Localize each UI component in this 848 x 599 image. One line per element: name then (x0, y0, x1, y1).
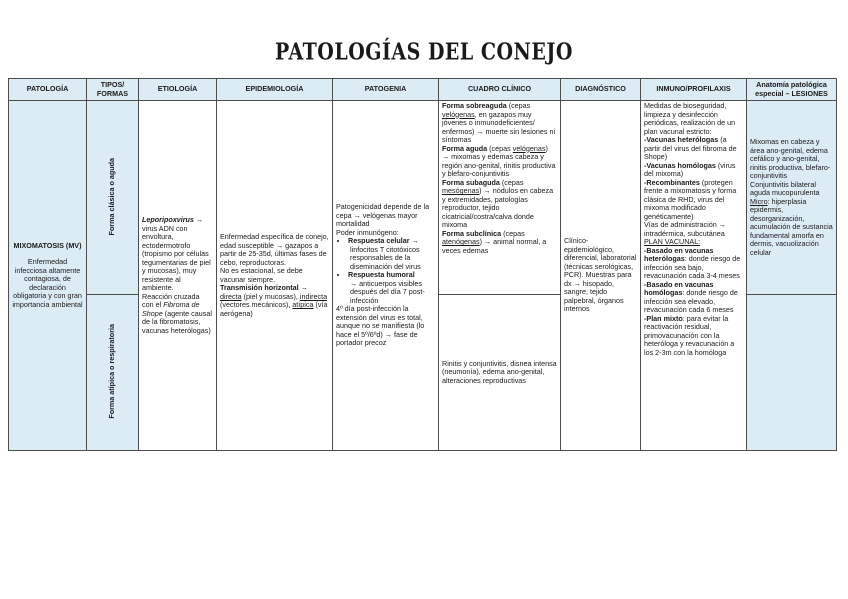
lesiones-atypical-cell (747, 295, 837, 451)
form-atypical-label: Forma atípica o respiratoria (107, 323, 117, 419)
patogenia-text-2: Poder inmunógeno: (336, 227, 399, 237)
header-tipos: TIPOS/ FORMAS (87, 79, 139, 101)
epidemiologia-cell: Enfermedad específica de conejo, edad susceptible → gazapos a partir de 25-35d, últimas fases de cebo, reproductoras. No es estacional, se debe vacunar siempre. Transmisión horizontal → directa (piel y mucosas), indirecta (vectores mecánicos), atípica (vía aerógena) (217, 101, 333, 451)
page-title: PATOLOGÍAS DEL CONEJO (275, 38, 573, 66)
header-epidemiologia: EPIDEMIOLOGÍA (217, 79, 333, 101)
form-classic-label: Forma clásica o aguda (107, 157, 117, 235)
cuadro-classic-cell: Forma sobreaguda (cepas velógenas, en gazapos muy jóvenes o inmunodeficientes/ enfermos) → muerte sin lesiones ni síntomas Forma aguda (cepas velógenas) → mixomas y edemas cabeza y región ano-genital, rinitis productiva y blefaro-conjuntivitis Forma subaguda (cepas mesógenas) → nódulos en cabeza y extremidades, patologías reproductor, tejido cicatricial/costra/calva donde mixoma Forma subclínica (cepas atenógenas) → animal normal, a veces edemas (439, 101, 561, 295)
header-patologia: PATOLOGÍA (9, 79, 87, 101)
etiologia-cell: Leporipoxvirus → virus ADN con envoltura, ectodermotrofo (tropismo por células tegumentarias de piel y mucosas), muy resistente al ambiente. Reacción cruzada con el Fibroma de Shope (agente causal de la fibromatosis, vacunas heterólogas) (139, 101, 217, 451)
header-row (9, 79, 837, 101)
diagnostico-text: Clínico-epidemiológico, diferencial, laboratorial (técnicas serológicas, PCR). Muestras para dx → hisopado, sangre, tejido palpebral, órganos internos (564, 236, 637, 314)
epidemiologia-text-3: Transmisión horizontal → (220, 283, 308, 292)
header-cuadro: CUADRO CLÍNICO (439, 79, 561, 101)
header-patogenia: PATOGENIA (333, 79, 439, 101)
cuadro-atypical-cell: Rinitis y conjuntivitis, disnea intensa (neumonía), edema ano-genital, alteraciones reproductivas (439, 295, 561, 451)
pathology-name-cell (9, 101, 87, 451)
table-row (9, 101, 837, 295)
patogenia-text-3: 4º día post-infección la extensión del virus es total, aunque no se manifiesta (lo hace el 5º/6ºd) → fase de portador precoz (336, 304, 425, 348)
form-atypical-cell (87, 295, 139, 451)
epidemiologia-text-2: No es estacional, se debe vacunar siempre. (220, 266, 303, 284)
pathology-name: MIXOMATOSIS (MV) (13, 240, 82, 250)
epidemiologia-text-1: Enfermedad específica de conejo, edad susceptible → gazapos a partir de 25-35d, últimas fases de cebo, reproductoras. (220, 232, 329, 267)
diagnostico-cell (561, 101, 641, 451)
header-etiologia: ETIOLOGÍA (139, 79, 217, 101)
pathology-table (8, 78, 837, 451)
etiologia-agent: Leporipoxvirus (142, 215, 194, 224)
inmuno-cell: Medidas de bioseguridad, limpieza y desinfección periódicas, realización de un plan vacunal estricto: -Vacunas heterólogas (a partir del virus del fibroma de Shope) -Vacunas homólogas (virus del mixoma) -Recombinantes (protegen frente a mixomatosis y forma clásica de RHD, virus del mixoma modificado genéticamente) Vías de administración → intradérmica, subcutánea PLAN VACUNAL: -Basado en vacunas heterólogas: donde riesgo de infección sea bajo, revacunación cada 3-4 meses -Basado en vacunas homólogas: donde riesgo de infección sea elevado, revacunación cada 6 meses -Plan mixto: para evitar la reactivación residual, primovacunación con la heteróloga y revacunación a los 2-3m con la homóloga (641, 101, 747, 451)
etiologia-text: virus ADN con envoltura, ectodermotrofo (tropismo por células tegumentarias de piel y mucosas), muy resistente al ambiente. (142, 223, 211, 292)
pathology-description: Enfermedad infecciosa altamente contagiosa, de declaración obligatoria y con gran importancia ambiental (12, 257, 83, 309)
header-inmuno: INMUNO/PROFILAXIS (641, 79, 747, 101)
form-classic-cell (87, 101, 139, 295)
patogenia-cell: Patogenicidad depende de la cepa → velógenas mayor mortalidad Poder inmunógeno: • Respuesta celular → linfocitos T citotóxicos responsables de la diseminación del virus • Respuesta humoral → anticuerpos visibles después del día 7 post-infección 4º día post-infección la extensión del virus es total, aunque no se manifiesta (lo hace el 5º/6ºd) → fase de portador precoz (333, 101, 439, 451)
header-diagnostico: DIAGNÓSTICO (561, 79, 641, 101)
patogenia-text-1: Patogenicidad depende de la cepa → velógenas mayor mortalidad (336, 202, 430, 229)
header-anatomia: Anatomía patológica especial – LESIONES (747, 79, 837, 101)
lesiones-classic-cell: Mixomas en cabeza y área ano-genital, edema cefálico y ano-genital, rinitis productiva, blefaro-conjuntivitis Conjuntivitis bilateral aguda mucopurulenta Micro: hiperplasia epidermis, desorganización, acumulación de sustancia fundamental amorfa en dermis, vacuolización celular (747, 101, 837, 295)
